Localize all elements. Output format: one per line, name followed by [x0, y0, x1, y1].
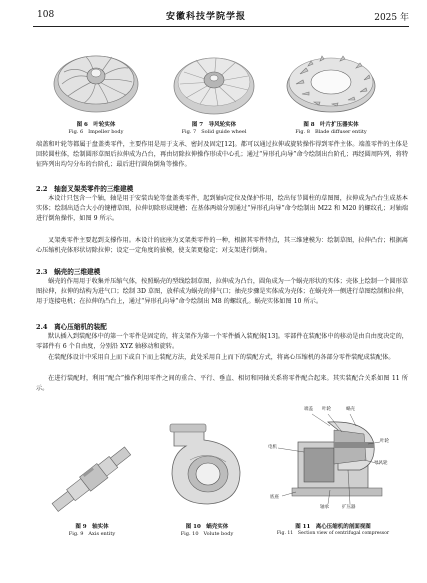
label-endcap: 端盖: [304, 407, 313, 412]
figure-9: [40, 432, 144, 522]
figure-6: [50, 40, 142, 118]
figure-11: [268, 404, 398, 510]
fig11-caption-zh: 图 11 离心压缩机的剖面视图: [295, 524, 371, 530]
label-diffuser: 扩压器: [342, 505, 356, 510]
figure-10: [160, 410, 254, 516]
fig8-caption-en: Fig. 8 Blade diffuser entity: [295, 129, 367, 135]
guide-wheel-image: [170, 42, 258, 118]
page-number: 108: [37, 10, 55, 20]
figure-7: [170, 42, 258, 118]
section-2-4-heading: 2.4 离心压缩机的装配: [36, 323, 107, 331]
label-guide: 导风轮: [374, 461, 388, 466]
label-base: 底座: [270, 495, 279, 500]
impeller-image: [50, 40, 142, 118]
label-impeller: 叶轮: [322, 407, 331, 412]
paragraph-2: 本设计只包含一个轴，轴是用于安装齿轮等盘盖类零件，起到轴向定位及保护作用，绘出每节圆柱的草图图，拉伸成为凸台生成基本实体；绘制出适合大小的键槽草图，拉伸切除形成键槽；在基体两端分别通过“异形孔向导”命令绘制出 M22 和 M20 的螺纹孔；对轴端进行倒角操作，如图 9 所示。: [36, 195, 408, 223]
paragraph-6: 在装配体设计中采用自上而下或自下而上装配方法，此处采用自上而下的装配方式，将离心压缩机的各部分零件装配成装配体。: [48, 354, 395, 361]
section-2-3-heading: 2.3 蜗壳的三维建模: [36, 268, 101, 276]
fig9-caption-zh: 图 9 轴实体: [75, 524, 109, 530]
fig11-caption-en: Fig. 11 Section view of centrifugal compressor: [276, 531, 390, 536]
shaft-image: [40, 432, 144, 522]
fig6-caption-en: Fig. 6 Impeller body: [68, 129, 124, 135]
diffuser-image: [284, 46, 378, 118]
paragraph-1: 端盖和叶轮等都属于盘盖类零件，主要作用是用于支承、密封及固定[12]。都可以通过拉伸或旋转操作得到零件主体。端盖零件的主体是回转圆柱体，绘制圆形草图后拉伸成为凸台，再由切除拉伸操作形成中心孔；通过“异形孔向导”命令绘制出台阶孔；再经圆周阵列，将特征阵列出均匀分布的台阶孔；最后进行圆角倒角等操作。: [36, 141, 408, 169]
fig10-caption-en: Fig. 10 Volute body: [180, 531, 234, 537]
paragraph-5: 默认插入到装配体中的第一个零件是固定的，将支架作为第一个零件插入装配体[13]。零部件在装配体中的移动是由自由度决定的，零部件有 6 个自由度，分别沿 XYZ 轴移动和旋转。: [36, 333, 408, 351]
paragraph-3: 叉架类零件主要起到支撑作用。本设计的底座为叉架类零件的一种，根据其零件特点，其三维建模为：绘制草图，拉伸凸台；根据离心压缩机壳体形状切除拉伸；设定一定角度的拔模，使支架更稳定；对支架进行倒角。: [36, 237, 408, 255]
label-diffuser-top: 叶轮: [380, 439, 389, 444]
year: 2025 年: [374, 13, 409, 23]
header-rule: [33, 26, 409, 27]
volute-image: [160, 410, 254, 516]
figure-8: [284, 46, 378, 118]
fig9-caption-en: Fig. 9 Axis entity: [68, 531, 116, 537]
fig7-caption-zh: 图 7 导风轮实体: [191, 122, 237, 128]
section-view-image: [268, 404, 398, 510]
fig6-caption-zh: 图 6 叶轮实体: [76, 122, 116, 128]
label-motor: 电机: [268, 445, 277, 450]
label-volute: 蜗壳: [346, 407, 355, 412]
journal-title: 安徽科技学院学报: [166, 12, 247, 22]
section-2-2-heading: 2.2 轴套叉架类零件的三维建模: [36, 185, 134, 193]
fig7-caption-en: Fig. 7 Solid guide wheel: [181, 129, 247, 135]
paragraph-4: 蜗壳的作用用于收集并压缩气体，按照蜗壳的型线绘制草图，拉伸成为凸台，圆角成为一个蜗壳形状的实体；壳体上绘制一个圆形草图拉伸，拉伸的结构为进气口；绘制 3D 草图，放样成为蜗壳的排气口；抽壳步骤是实体成为壳体；在蜗壳外一侧进行草图绘制和拉伸，用于连接电机；在拉伸的凸台上，通过“异形孔向导”命令绘制出 M8 的螺纹孔。蜗壳实体如图 10 所示。: [36, 278, 408, 306]
label-shaft: 轴承: [320, 505, 329, 510]
fig8-caption-zh: 图 8 叶片扩压器实体: [303, 122, 359, 128]
fig10-caption-zh: 图 10 蜗壳实体: [185, 524, 229, 530]
paragraph-7: 在进行装配时，利用“配合”操作利用零件之间的重合、平行、垂直、相切和同轴关系将零件配合起来。其实装配合关系如图 11 所示。: [36, 375, 408, 393]
